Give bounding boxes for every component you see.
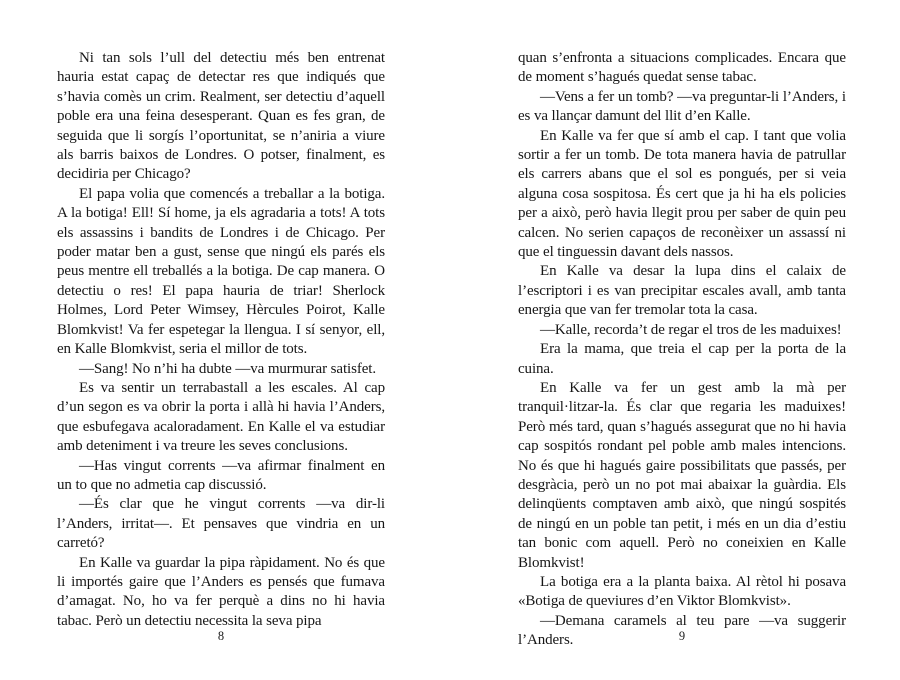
paragraph: En Kalle va guardar la pipa ràpidament. No és que li importés gaire que l’Anders es pensés que fumava d’amagat. No, ho va fer perquè a dins no hi havia tabac. Però un detectiu necessita la seva pipa [57,554,385,629]
paragraph: —Has vingut corrents —va afirmar finalment en un to que no admetia cap discussió. [57,457,385,493]
paragraph: En Kalle va desar la lupa dins el calaix de l’escriptori i es van precipitar escales avall, amb tanta energia que van fer tremolar tota la casa. [518,263,846,319]
paragraph: En Kalle va fer que sí amb el cap. I tant que volia sortir a fer un tomb. De tota manera havia de patrullar els carrers abans que el sol es pongués, per si veia alguna cosa sospitosa. És cert que ja hi ha els policies per a això, però havia llegit prou per saber de quin peu calcen. No serien capaços de reconèixer un assassí ni que el tinguessin davant dels nassos. [518,127,846,261]
paragraph: —Vens a fer un tomb? —va preguntar-li l’Anders, i es va llançar damunt del llit d’en Kalle. [518,88,846,125]
paragraph: En Kalle va fer un gest amb la mà per tranquil·litzar-la. És clar que regaria les maduixes! Però més tard, quan s’hagués assegurat que no hi havia cap sospitós rondant pel poble amb males intencions. No és que hi hagués gaire possibilitats que passés, per desgràcia, però un no pot mai abaixar la guàrdia. Els delinqüents comptaven amb això, que ningú sospités de ningú en un poble tan petit, i més en un dia d’estiu tan bonic com aquell. Però no coneixien en Kalle Blomkvist! [518,379,846,571]
page-number-left: 8 [217,629,225,643]
page-number-right: 9 [678,629,686,643]
paragraph: La botiga era a la planta baixa. Al rètol hi posava «Botiga de queviures d’en Viktor Blomkvist». [518,573,846,610]
paragraph: Es va sentir un terrabastall a les escales. Al cap d’un segon es va obrir la porta i allà hi havia l’Anders, que esbufegava acaloradament. En Kalle el va estudiar amb deteniment i va treure les seves conclusions. [57,379,385,455]
page-right [450,0,900,680]
page-right-text-block [518,49,846,651]
page-left-text-block [57,49,385,631]
paragraph: quan s’enfronta a situacions complicades. Encara que de moment s’hagués quedat sense tabac. [518,50,846,86]
paragraph: —Demana caramels al teu pare —va suggerir l’Anders. [518,612,846,649]
paragraph: El papa volia que comencés a treballar a la botiga. A la botiga! Ell! Sí home, ja els agradaria a tots! A tots els assassins i bandits de Londres i de Chicago. Per poder matar ben a gust, sense que ningú els parés els peus mentre ell treballés a la botiga. De cap manera. O detectiu o res! El papa hauria de triar! Sherlock Holmes, Lord Peter Wimsey, Hèrcules Poirot, Kalle Blomkvist! Va fer espetegar la llengua. I sí senyor, ell, en Kalle Blomkvist, seria el millor de tots. [57,185,385,358]
paragraph: —És clar que he vingut corrents —va dir-li l’Anders, irritat—. Et pensaves que vindria en un carretó? [57,496,385,552]
paragraph: Era la mama, que treia el cap per la porta de la cuina. [518,341,846,377]
paragraph: Ni tan sols l’ull del detectiu més ben entrenat hauria estat capaç de detectar res que indiqués que s’havia comès un crim. Realment, ser detectiu d’aquell poble era una feina desesperant. Quan es fes gran, de seguida que li sorgís l’oportunitat, se n’aniria a viure als barris baixos de Londres. O potser, finalment, es decidiria per Chicago? [57,50,385,183]
paragraph: —Sang! No n’hi ha dubte —va murmurar satisfet. [79,360,376,377]
paragraph: —Kalle, recorda’t de regar el tros de les maduixes! [540,321,842,338]
